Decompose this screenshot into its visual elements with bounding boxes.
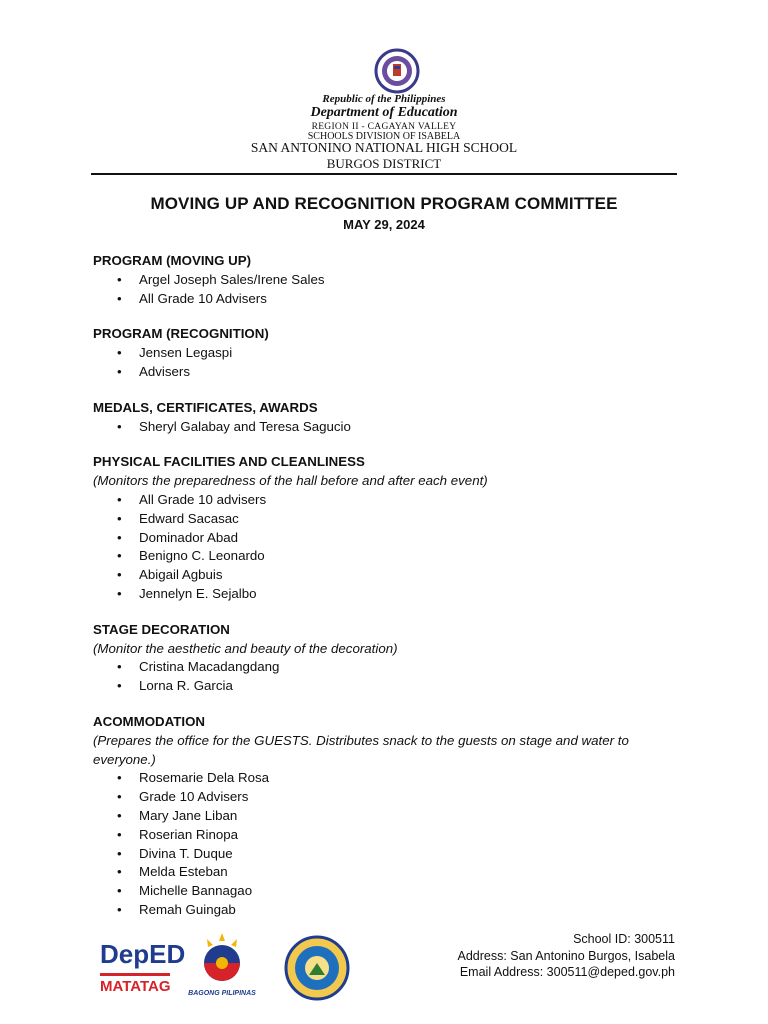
bullet-icon: • (117, 901, 122, 917)
bullet-icon: • (117, 826, 122, 842)
list-item: • All Grade 10 Advisers (93, 290, 683, 309)
document-date: MAY 29, 2024 (343, 217, 425, 232)
list-item: • Roserian Rinopa (93, 826, 683, 845)
list-item: • Abigail Agbuis (93, 566, 683, 585)
bullet-icon: • (117, 510, 122, 526)
deped-matatag-logo (98, 933, 186, 999)
section-title: ACOMMODATION (93, 713, 206, 729)
committee-section (93, 621, 683, 696)
list-item: • Rosemarie Dela Rosa (93, 769, 683, 788)
bullet-icon: • (117, 548, 122, 564)
list-item: • Remah Guingab (93, 901, 683, 920)
list-item: • Argel Joseph Sales/Irene Sales (93, 271, 683, 290)
bullet-icon: • (117, 290, 122, 306)
bullet-icon: • (117, 345, 122, 361)
document-title: MOVING UP AND RECOGNITION PROGRAM COMMITTEE (150, 194, 618, 213)
section-title: PROGRAM (MOVING UP) (93, 253, 252, 268)
school-id: School ID: 300511 (573, 932, 675, 946)
bullet-icon: • (117, 529, 122, 545)
bullet-icon: • (117, 883, 122, 899)
svg-text:BAGONG PILIPINAS: BAGONG PILIPINAS (188, 990, 256, 997)
header-division: SCHOOLS DIVISION OF ISABELA (307, 131, 461, 142)
bullet-icon: • (117, 271, 122, 287)
committee-list (93, 252, 683, 937)
deped-seal-icon (374, 48, 420, 94)
school-address: Address: San Antonino Burgos, Isabela (457, 948, 675, 963)
bullet-icon: • (117, 864, 122, 880)
list-item: • Mary Jane Liban (93, 807, 683, 826)
svg-text:DepED: DepED (100, 939, 186, 969)
section-title: PHYSICAL FACILITIES AND CLEANLINESS (93, 454, 365, 470)
section-title: PROGRAM (RECOGNITION) (93, 326, 269, 342)
list-item: • Cristina Macadangdang (93, 658, 683, 677)
section-note: (Prepares the office for the GUESTS. Distributes snack to the guests on stage and water to everyone.) (93, 732, 629, 767)
section-title: STAGE DECORATION (93, 621, 230, 637)
list-item: • Jensen Legaspi (93, 344, 683, 363)
school-seal-logo (281, 935, 353, 1001)
committee-section (93, 453, 683, 603)
header-region: REGION II - CAGAYAN VALLEY (311, 122, 457, 132)
bullet-icon: • (117, 807, 122, 823)
header-republic: Republic of the Philippines (322, 93, 446, 105)
committee-section (93, 252, 683, 308)
list-item: • Michelle Bannagao (93, 882, 683, 901)
list-item: • Edward Sacasac (93, 510, 683, 529)
bullet-icon: • (117, 770, 122, 786)
list-item: • Sheryl Galabay and Teresa Sagucio (93, 418, 683, 437)
list-item: • Grade 10 Advisers (93, 788, 683, 807)
section-title: MEDALS, CERTIFICATES, AWARDS (93, 399, 318, 415)
list-item: • Melda Esteban (93, 863, 683, 882)
bullet-icon: • (117, 659, 122, 675)
committee-section (93, 713, 683, 920)
committee-section (93, 325, 683, 381)
section-note: (Monitor the aesthetic and beauty of the decoration) (93, 640, 398, 656)
bullet-icon: • (117, 491, 122, 507)
list-item: • Dominador Abad (93, 529, 683, 548)
bullet-icon: • (117, 789, 122, 805)
header-divider (91, 173, 677, 175)
bullet-icon: • (117, 418, 122, 434)
list-item: • Lorna R. Garcia (93, 677, 683, 696)
list-item: • Benigno C. Leonardo (93, 547, 683, 566)
header-district: BURGOS DISTRICT (326, 156, 442, 171)
list-item: • Divina T. Duque (93, 845, 683, 864)
header-school: SAN ANTONINO NATIONAL HIGH SCHOOL (250, 140, 518, 155)
bullet-icon: • (117, 678, 122, 694)
school-email: Email Address: 300511@deped.gov.ph (459, 965, 675, 979)
header-department: Department of Education (310, 105, 458, 120)
svg-text:MATATAG: MATATAG (100, 978, 171, 995)
bullet-icon: • (117, 845, 122, 861)
section-note: (Monitors the preparedness of the hall before and after each event) (93, 473, 488, 489)
list-item: • All Grade 10 advisers (93, 491, 683, 510)
committee-section (93, 399, 683, 437)
bullet-icon: • (117, 363, 122, 379)
school-contact-info (457, 931, 675, 981)
bagong-pilipinas-logo (187, 931, 257, 999)
list-item: • Advisers (93, 363, 683, 382)
list-item: • Jennelyn E. Sejalbo (93, 585, 683, 604)
bullet-icon: • (117, 567, 122, 583)
bullet-icon: • (117, 585, 122, 601)
